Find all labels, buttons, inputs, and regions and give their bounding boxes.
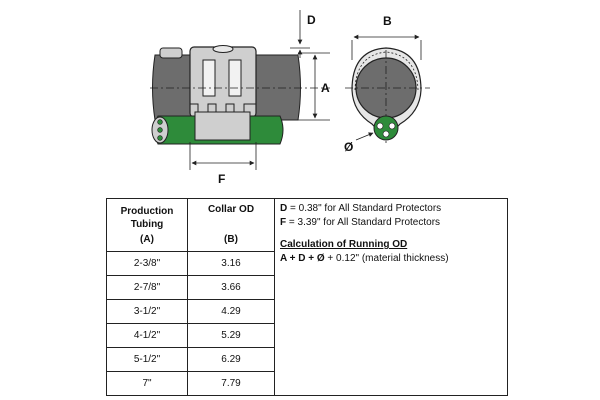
- notes-cell: [275, 199, 508, 396]
- collar-slot-right: [229, 60, 241, 96]
- cable-clip-left: [160, 48, 182, 58]
- tubing-cell: 5-1/2": [107, 348, 188, 372]
- calc-formula: A + D + Ø + 0.12" (material thickness): [280, 253, 449, 264]
- table-header-row: [107, 199, 508, 252]
- collar-cell: 3.66: [188, 276, 275, 300]
- tubing-cell: 3-1/2": [107, 300, 188, 324]
- calc-title: Calculation of Running OD: [280, 239, 408, 250]
- note-d: D = 0.38" for All Standard Protectors: [280, 203, 442, 214]
- spec-table: [106, 198, 508, 396]
- tubing-cell: 2-3/8": [107, 252, 188, 276]
- tubing-cell: 7": [107, 372, 188, 396]
- label-a: A: [321, 81, 330, 95]
- collar-cell: 6.29: [188, 348, 275, 372]
- collar-cell: 5.29: [188, 324, 275, 348]
- header-collar-od: Collar OD (B): [188, 199, 275, 252]
- note-f: F = 3.39" for All Standard Protectors: [280, 217, 441, 228]
- label-phi: Ø: [344, 140, 354, 154]
- label-b: B: [383, 14, 392, 28]
- collar-bolt: [213, 46, 233, 53]
- header-production-tubing: Production Tubing (A): [107, 199, 188, 252]
- tubing-cell: 4-1/2": [107, 324, 188, 348]
- label-d: D: [307, 13, 316, 27]
- collar-slot-left: [203, 60, 215, 96]
- collar-body: [190, 47, 256, 117]
- collar-lower: [195, 112, 250, 140]
- collar-cell: 4.29: [188, 300, 275, 324]
- end-view: [344, 14, 430, 154]
- label-f: F: [218, 172, 226, 186]
- side-view: [150, 10, 330, 186]
- collar-cell: 3.16: [188, 252, 275, 276]
- tubing-cell: 2-7/8": [107, 276, 188, 300]
- collar-cell: 7.79: [188, 372, 275, 396]
- protector-diagram: [0, 0, 600, 195]
